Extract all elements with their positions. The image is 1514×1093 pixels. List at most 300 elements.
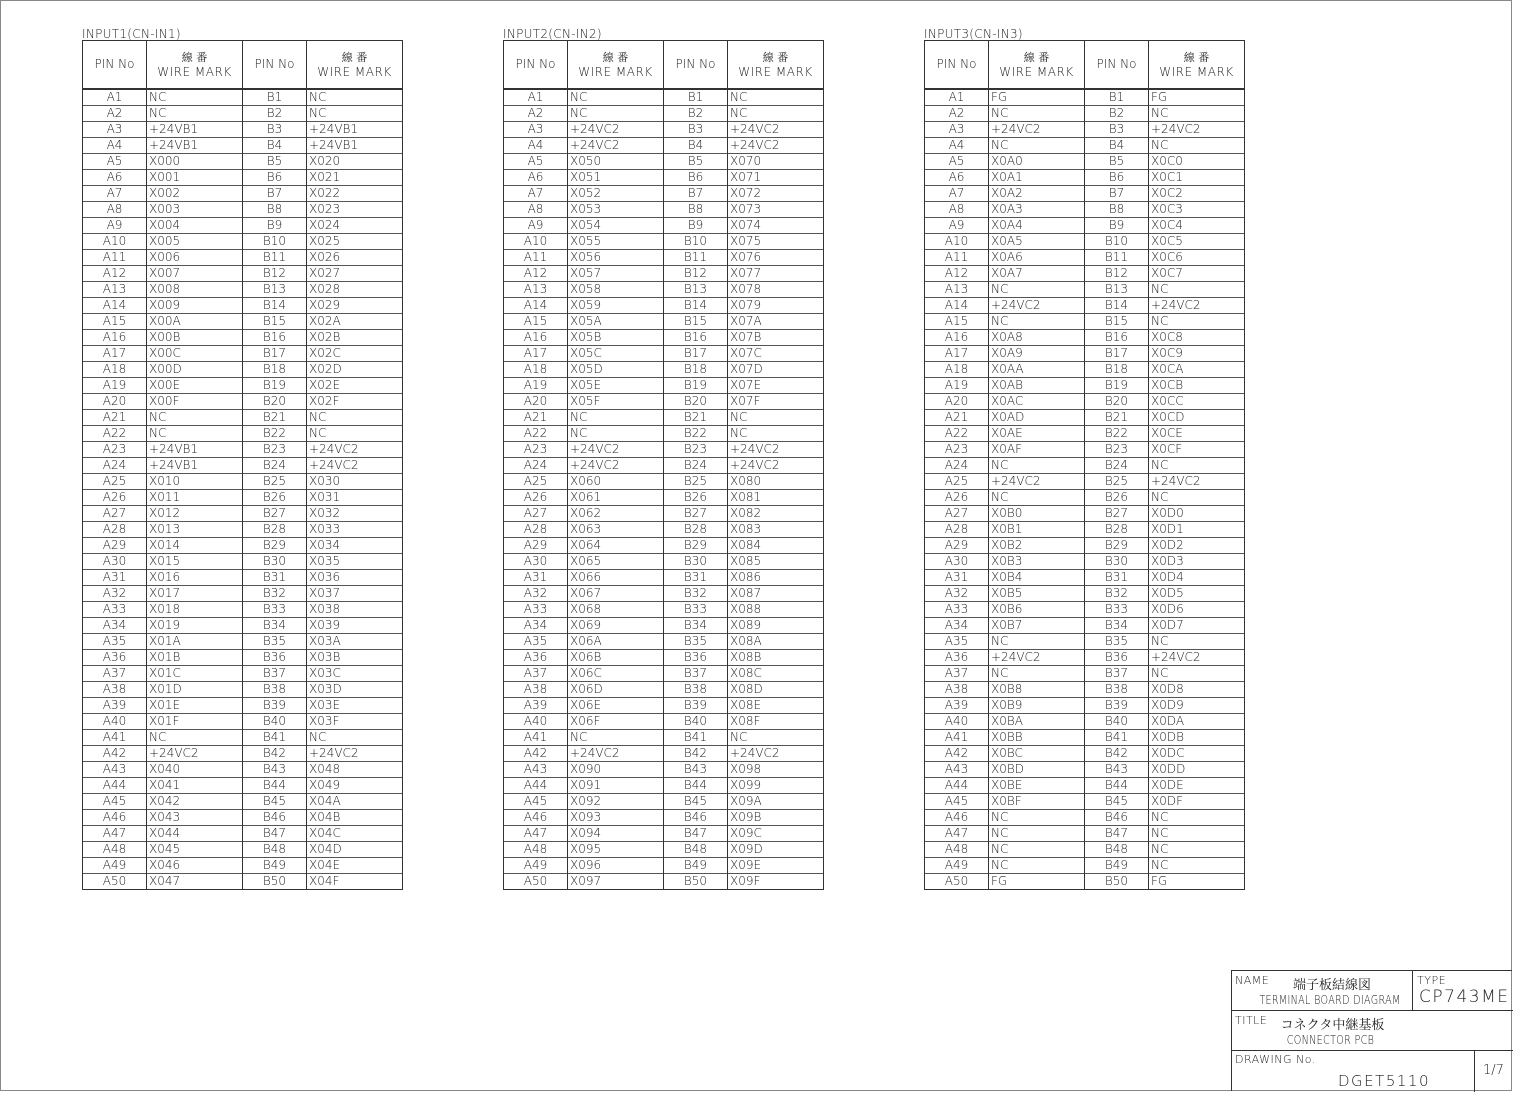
pin-a: A12 xyxy=(925,266,989,282)
wire-mark-a: +24VC2 xyxy=(989,298,1085,314)
table-row xyxy=(83,442,403,458)
wire-mark-b: X07F xyxy=(728,394,824,410)
wire-mark-b: X03D xyxy=(307,682,403,698)
wire-mark-a: X06A xyxy=(568,634,664,650)
wire-mark-a: X01D xyxy=(147,682,243,698)
wire-mark-b: NC xyxy=(1149,314,1245,330)
pin-a: A36 xyxy=(83,650,147,666)
wire-mark-b: X02A xyxy=(307,314,403,330)
table-row xyxy=(925,842,1245,858)
pin-b: B11 xyxy=(664,250,728,266)
table-row xyxy=(83,522,403,538)
pin-b: B23 xyxy=(664,442,728,458)
pin-a: A44 xyxy=(925,778,989,794)
wire-mark-b: X080 xyxy=(728,474,824,490)
header-wire-jp: 線 番 xyxy=(1183,50,1210,64)
wire-mark-b: X07C xyxy=(728,346,824,362)
pin-a: A19 xyxy=(925,378,989,394)
type-label: TYPE xyxy=(1417,974,1447,987)
pin-b: B34 xyxy=(1085,618,1149,634)
pin-a: A5 xyxy=(504,154,568,170)
pin-a: A17 xyxy=(83,346,147,362)
pin-a: A13 xyxy=(83,282,147,298)
wire-mark-a: X011 xyxy=(147,490,243,506)
wire-mark-b: X0CC xyxy=(1149,394,1245,410)
header-wire-jp: 線 番 xyxy=(602,50,629,64)
table-row xyxy=(504,458,824,474)
pin-b: B38 xyxy=(1085,682,1149,698)
wire-mark-b: X0D2 xyxy=(1149,538,1245,554)
header-wire-jp: 線 番 xyxy=(1023,50,1050,64)
pin-b: B50 xyxy=(1085,874,1149,890)
pin-b: B44 xyxy=(1085,778,1149,794)
wire-mark-b: X0D8 xyxy=(1149,682,1245,698)
wire-mark-b: X04A xyxy=(307,794,403,810)
pin-a: A23 xyxy=(925,442,989,458)
pin-b: B30 xyxy=(1085,554,1149,570)
header-wire-jp: 線 番 xyxy=(181,50,208,64)
header-wire-en: WIRE MARK xyxy=(738,64,813,79)
pin-b: B33 xyxy=(243,602,307,618)
wire-mark-a: X018 xyxy=(147,602,243,618)
table-row xyxy=(504,106,824,122)
wire-mark-b: X0C2 xyxy=(1149,186,1245,202)
wire-mark-a: X01F xyxy=(147,714,243,730)
pin-b: B29 xyxy=(1085,538,1149,554)
pin-b: B7 xyxy=(1085,186,1149,202)
pin-a: A46 xyxy=(504,810,568,826)
wire-mark-a: X00F xyxy=(147,394,243,410)
table-row xyxy=(83,778,403,794)
wire-mark-b: NC xyxy=(307,89,403,106)
pin-b: B5 xyxy=(243,154,307,170)
pin-a: A37 xyxy=(925,666,989,682)
pin-a: A15 xyxy=(83,314,147,330)
pin-a: A44 xyxy=(83,778,147,794)
wire-mark-a: X012 xyxy=(147,506,243,522)
wire-mark-b: +24VB1 xyxy=(307,138,403,154)
pin-b: B12 xyxy=(1085,266,1149,282)
table-row xyxy=(925,874,1245,890)
wire-mark-a: +24VB1 xyxy=(147,138,243,154)
wire-mark-a: X056 xyxy=(568,250,664,266)
wire-mark-b: X0D6 xyxy=(1149,602,1245,618)
pin-a: A7 xyxy=(925,186,989,202)
wire-mark-a: X043 xyxy=(147,810,243,826)
pin-b: B22 xyxy=(664,426,728,442)
pin-b: B13 xyxy=(243,282,307,298)
pin-table xyxy=(924,40,1245,890)
header-pin-a: PIN No xyxy=(925,41,989,90)
wire-mark-a: X0B5 xyxy=(989,586,1085,602)
table-row xyxy=(925,650,1245,666)
wire-mark-b: X048 xyxy=(307,762,403,778)
pin-a: A33 xyxy=(83,602,147,618)
wire-mark-b: X037 xyxy=(307,586,403,602)
wire-mark-a: X061 xyxy=(568,490,664,506)
wire-mark-b: X0C9 xyxy=(1149,346,1245,362)
table-row xyxy=(925,698,1245,714)
wire-mark-b: NC xyxy=(1149,810,1245,826)
wire-mark-a: X05D xyxy=(568,362,664,378)
table-row xyxy=(925,714,1245,730)
wire-mark-b: X086 xyxy=(728,570,824,586)
wire-mark-a: NC xyxy=(147,89,243,106)
pin-a: A16 xyxy=(504,330,568,346)
pin-b: B6 xyxy=(1085,170,1149,186)
table-row xyxy=(83,330,403,346)
pin-a: A14 xyxy=(925,298,989,314)
wire-mark-a: X0B0 xyxy=(989,506,1085,522)
table-row xyxy=(83,394,403,410)
table-row xyxy=(83,762,403,778)
sheet-number: 1/7 xyxy=(1483,1063,1504,1078)
table-row xyxy=(504,330,824,346)
pin-b: B40 xyxy=(1085,714,1149,730)
wire-mark-b: X0CE xyxy=(1149,426,1245,442)
table-row xyxy=(504,186,824,202)
wire-mark-b: X030 xyxy=(307,474,403,490)
wire-mark-b: +24VC2 xyxy=(1149,650,1245,666)
pin-a: A50 xyxy=(925,874,989,890)
pin-b: B45 xyxy=(664,794,728,810)
pin-b: B33 xyxy=(1085,602,1149,618)
wire-mark-a: X0A8 xyxy=(989,330,1085,346)
pin-a: A10 xyxy=(83,234,147,250)
pin-b: B48 xyxy=(1085,842,1149,858)
wire-mark-a: X0BA xyxy=(989,714,1085,730)
pin-a: A38 xyxy=(925,682,989,698)
wire-mark-a: X00A xyxy=(147,314,243,330)
table-row xyxy=(925,858,1245,874)
wire-mark-b: X077 xyxy=(728,266,824,282)
pin-a: A27 xyxy=(83,506,147,522)
pin-a: A46 xyxy=(83,810,147,826)
wire-mark-a: X000 xyxy=(147,154,243,170)
table-row xyxy=(504,122,824,138)
wire-mark-a: X047 xyxy=(147,874,243,890)
header-wire-en: WIRE MARK xyxy=(1159,64,1234,79)
wire-mark-a: +24VC2 xyxy=(147,746,243,762)
header-wire-en: WIRE MARK xyxy=(157,64,232,79)
pin-b: B43 xyxy=(664,762,728,778)
table-row xyxy=(504,378,824,394)
pin-b: B2 xyxy=(1085,106,1149,122)
table-row xyxy=(83,362,403,378)
pin-b: B13 xyxy=(664,282,728,298)
wire-mark-b: X076 xyxy=(728,250,824,266)
pin-b: B1 xyxy=(664,89,728,106)
wire-mark-a: X06B xyxy=(568,650,664,666)
wire-mark-a: X0B8 xyxy=(989,682,1085,698)
pin-b: B48 xyxy=(243,842,307,858)
pin-b: B45 xyxy=(1085,794,1149,810)
wire-mark-b: X0D0 xyxy=(1149,506,1245,522)
header-pin-b: PIN No xyxy=(243,41,307,90)
wire-mark-b: FG xyxy=(1149,874,1245,890)
wire-mark-b: X02C xyxy=(307,346,403,362)
table-row xyxy=(504,506,824,522)
pin-a: A37 xyxy=(504,666,568,682)
wire-mark-a: X009 xyxy=(147,298,243,314)
table-row xyxy=(504,346,824,362)
table-row xyxy=(83,554,403,570)
title-block xyxy=(1231,970,1512,1091)
wire-mark-a: X094 xyxy=(568,826,664,842)
pin-b: B8 xyxy=(664,202,728,218)
wire-mark-a: X062 xyxy=(568,506,664,522)
pin-a: A11 xyxy=(504,250,568,266)
table-row xyxy=(925,154,1245,170)
table-row xyxy=(504,570,824,586)
pin-b: B7 xyxy=(243,186,307,202)
wire-mark-a: +24VB1 xyxy=(147,458,243,474)
wire-mark-a: NC xyxy=(989,138,1085,154)
table-row xyxy=(504,810,824,826)
wire-mark-b: X071 xyxy=(728,170,824,186)
header-wire-a xyxy=(568,41,664,90)
wire-mark-a: X041 xyxy=(147,778,243,794)
wire-mark-b: X081 xyxy=(728,490,824,506)
wire-mark-a: X0AB xyxy=(989,378,1085,394)
table-row xyxy=(925,250,1245,266)
wire-mark-a: X066 xyxy=(568,570,664,586)
wire-mark-a: X0B4 xyxy=(989,570,1085,586)
wire-mark-a: NC xyxy=(568,410,664,426)
pin-a: A42 xyxy=(83,746,147,762)
wire-mark-a: NC xyxy=(989,858,1085,874)
wire-mark-a: X058 xyxy=(568,282,664,298)
table-row xyxy=(925,730,1245,746)
pin-a: A34 xyxy=(504,618,568,634)
wire-mark-a: NC xyxy=(147,106,243,122)
pin-b: B21 xyxy=(664,410,728,426)
wire-mark-a: X053 xyxy=(568,202,664,218)
pin-a: A18 xyxy=(925,362,989,378)
wire-mark-a: X051 xyxy=(568,170,664,186)
table-row xyxy=(925,170,1245,186)
pin-a: A24 xyxy=(83,458,147,474)
wire-mark-b: X023 xyxy=(307,202,403,218)
wire-mark-b: X07B xyxy=(728,330,824,346)
wire-mark-b: X0CF xyxy=(1149,442,1245,458)
header-pin-b: PIN No xyxy=(664,41,728,90)
wire-mark-b: X0C8 xyxy=(1149,330,1245,346)
wire-mark-b: X09D xyxy=(728,842,824,858)
wire-mark-a: X0AA xyxy=(989,362,1085,378)
title-jp: コネクタ中継基板 xyxy=(1280,1018,1385,1033)
pin-b: B26 xyxy=(243,490,307,506)
wire-mark-b: X08E xyxy=(728,698,824,714)
pin-b: B16 xyxy=(664,330,728,346)
table-row xyxy=(83,618,403,634)
wire-mark-a: X05B xyxy=(568,330,664,346)
table-row xyxy=(83,490,403,506)
table-row xyxy=(504,282,824,298)
table-row xyxy=(504,682,824,698)
pin-a: A40 xyxy=(504,714,568,730)
pin-b: B13 xyxy=(1085,282,1149,298)
wire-mark-a: X095 xyxy=(568,842,664,858)
wire-mark-a: X01C xyxy=(147,666,243,682)
table-row xyxy=(83,746,403,762)
pin-a: A5 xyxy=(925,154,989,170)
table-row xyxy=(504,218,824,234)
pin-a: A3 xyxy=(925,122,989,138)
table-row xyxy=(925,346,1245,362)
pin-a: A35 xyxy=(504,634,568,650)
wire-mark-a: X005 xyxy=(147,234,243,250)
wire-mark-a: X065 xyxy=(568,554,664,570)
pin-a: A12 xyxy=(504,266,568,282)
pin-a: A49 xyxy=(925,858,989,874)
pin-b: B14 xyxy=(243,298,307,314)
pin-a: A41 xyxy=(504,730,568,746)
pin-a: A23 xyxy=(504,442,568,458)
wire-mark-b: X0C7 xyxy=(1149,266,1245,282)
pin-b: B15 xyxy=(243,314,307,330)
wire-mark-a: +24VB1 xyxy=(147,442,243,458)
pin-b: B4 xyxy=(1085,138,1149,154)
table-row xyxy=(925,554,1245,570)
pin-b: B39 xyxy=(664,698,728,714)
pin-b: B32 xyxy=(1085,586,1149,602)
wire-mark-a: X0B1 xyxy=(989,522,1085,538)
wire-mark-b: X083 xyxy=(728,522,824,538)
table-row xyxy=(504,442,824,458)
table-row xyxy=(925,186,1245,202)
table-row xyxy=(504,362,824,378)
pin-b: B24 xyxy=(243,458,307,474)
table-row xyxy=(925,122,1245,138)
pin-b: B36 xyxy=(1085,650,1149,666)
table-row xyxy=(925,330,1245,346)
wire-mark-b: X02D xyxy=(307,362,403,378)
table-row xyxy=(925,426,1245,442)
pin-b: B10 xyxy=(243,234,307,250)
pin-a: A19 xyxy=(83,378,147,394)
pin-b: B9 xyxy=(243,218,307,234)
pin-b: B24 xyxy=(664,458,728,474)
pin-b: B20 xyxy=(243,394,307,410)
wire-mark-b: X0DA xyxy=(1149,714,1245,730)
wire-mark-b: X049 xyxy=(307,778,403,794)
wire-mark-b: +24VC2 xyxy=(728,122,824,138)
wire-mark-a: X059 xyxy=(568,298,664,314)
pin-b: B5 xyxy=(664,154,728,170)
wire-mark-a: X052 xyxy=(568,186,664,202)
wire-mark-a: X063 xyxy=(568,522,664,538)
wire-mark-b: NC xyxy=(307,106,403,122)
wire-mark-b: X07E xyxy=(728,378,824,394)
wire-mark-a: X00D xyxy=(147,362,243,378)
pin-a: A39 xyxy=(504,698,568,714)
wire-mark-b: NC xyxy=(1149,858,1245,874)
wire-mark-b: X074 xyxy=(728,218,824,234)
pin-b: B18 xyxy=(1085,362,1149,378)
pin-a: A31 xyxy=(925,570,989,586)
wire-mark-b: X0C1 xyxy=(1149,170,1245,186)
pin-b: B5 xyxy=(1085,154,1149,170)
wire-mark-a: X068 xyxy=(568,602,664,618)
pin-a: A38 xyxy=(83,682,147,698)
table-row xyxy=(83,410,403,426)
header-wire-en: WIRE MARK xyxy=(578,64,653,79)
table-row xyxy=(83,826,403,842)
pin-a: A15 xyxy=(504,314,568,330)
wire-mark-a: X019 xyxy=(147,618,243,634)
pin-a: A36 xyxy=(504,650,568,666)
wire-mark-a: X090 xyxy=(568,762,664,778)
wire-mark-b: NC xyxy=(1149,634,1245,650)
pin-b: B16 xyxy=(243,330,307,346)
wire-mark-a: X017 xyxy=(147,586,243,602)
drawing-label: DRAWING No. xyxy=(1235,1053,1316,1066)
pin-a: A3 xyxy=(504,122,568,138)
wire-mark-a: X096 xyxy=(568,858,664,874)
table-row xyxy=(504,490,824,506)
table-row xyxy=(83,842,403,858)
pin-a: A25 xyxy=(504,474,568,490)
table-row xyxy=(83,154,403,170)
table-row xyxy=(925,106,1245,122)
pin-b: B2 xyxy=(243,106,307,122)
pin-b: B38 xyxy=(243,682,307,698)
wire-mark-b: X087 xyxy=(728,586,824,602)
wire-mark-a: X0AF xyxy=(989,442,1085,458)
pin-b: B49 xyxy=(1085,858,1149,874)
wire-mark-a: X050 xyxy=(568,154,664,170)
table-row xyxy=(83,586,403,602)
pin-a: A29 xyxy=(504,538,568,554)
pin-a: A22 xyxy=(83,426,147,442)
wire-mark-b: X08B xyxy=(728,650,824,666)
table-row xyxy=(925,314,1245,330)
pin-a: A35 xyxy=(925,634,989,650)
input1-block xyxy=(82,28,403,890)
wire-mark-b: X082 xyxy=(728,506,824,522)
wire-mark-a: X0AE xyxy=(989,426,1085,442)
table-row xyxy=(83,106,403,122)
input2-block xyxy=(503,28,824,890)
table-row xyxy=(83,346,403,362)
table-row xyxy=(925,202,1245,218)
pin-b: B49 xyxy=(243,858,307,874)
wire-mark-a: +24VC2 xyxy=(989,474,1085,490)
pin-a: A9 xyxy=(925,218,989,234)
wire-mark-b: X07D xyxy=(728,362,824,378)
pin-a: A34 xyxy=(83,618,147,634)
pin-a: A32 xyxy=(504,586,568,602)
wire-mark-a: +24VC2 xyxy=(568,442,664,458)
wire-mark-a: X046 xyxy=(147,858,243,874)
pin-b: B42 xyxy=(1085,746,1149,762)
wire-mark-b: X038 xyxy=(307,602,403,618)
wire-mark-a: X05F xyxy=(568,394,664,410)
wire-mark-b: X027 xyxy=(307,266,403,282)
wire-mark-b: +24VC2 xyxy=(1149,474,1245,490)
wire-mark-a: NC xyxy=(989,634,1085,650)
wire-mark-b: X025 xyxy=(307,234,403,250)
wire-mark-b: NC xyxy=(1149,282,1245,298)
pin-b: B42 xyxy=(243,746,307,762)
wire-mark-b: X0C0 xyxy=(1149,154,1245,170)
wire-mark-b: X02E xyxy=(307,378,403,394)
wire-mark-a: X0BE xyxy=(989,778,1085,794)
wire-mark-a: X0BF xyxy=(989,794,1085,810)
table-row xyxy=(83,202,403,218)
pin-a: A3 xyxy=(83,122,147,138)
